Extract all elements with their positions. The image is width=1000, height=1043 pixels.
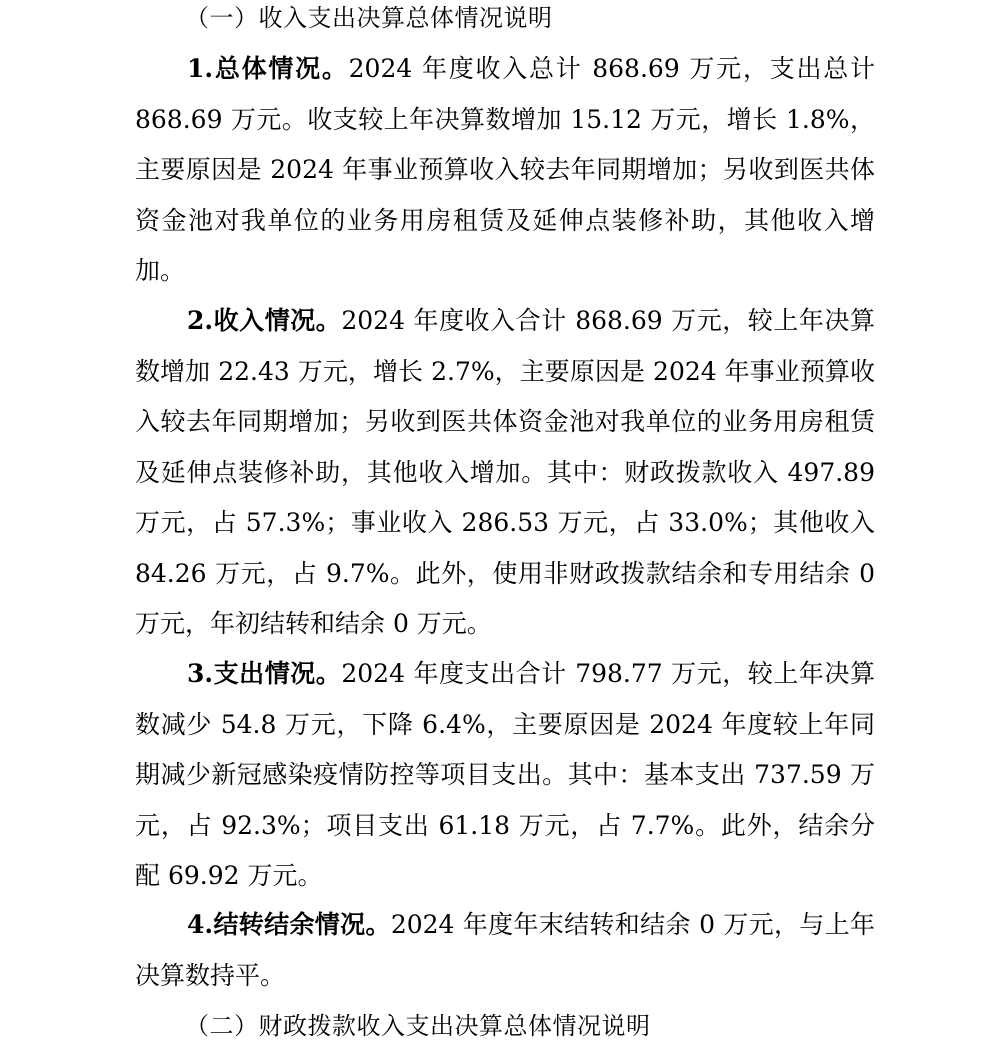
paragraph-text: 2024 年度支出合计 798.77 万元，较上年决算数减少 54.8 万元，下降 6.4%，主要原因是 2024 年度较上年同期减少新冠感染疫情防控等项目支出。其中：基本支出 737.59 万元，占 92.3%；项目支出 61.18 万元，占 7.7%。此外，结余分配 69.92 万元。 (135, 659, 875, 890)
paragraph-lead: 3.支出情况。 (187, 659, 342, 688)
paragraph-overall-situation (135, 44, 875, 297)
section-heading-income-expenditure-overview: （一）收入支出决算总体情况说明 (185, 4, 553, 32)
paragraph-carryover-balance (135, 900, 875, 1001)
paragraph-income-situation (135, 296, 875, 650)
paragraph-expenditure-situation (135, 649, 875, 902)
paragraph-text: 2024 年度收入总计 868.69 万元，支出总计 868.69 万元。收支较上年决算数增加 15.12 万元，增长 1.8%，主要原因是 2024 年事业预算收入较去年同期增加；另收到医共体资金池对我单位的业务用房租赁及延伸点装修补助，其他收入增加。 (135, 54, 875, 285)
paragraph-lead: 4.结转结余情况。 (187, 910, 391, 939)
paragraph-lead: 2.收入情况。 (187, 306, 342, 335)
section-heading-fiscal-appropriation-overview: （二）财政拨款收入支出决算总体情况说明 (185, 1012, 651, 1040)
paragraph-text: 2024 年度年末结转和结余 0 万元，与上年决算数持平。 (135, 910, 875, 990)
paragraph-lead: 1.总体情况。 (187, 54, 349, 83)
paragraph-text: 2024 年度收入合计 868.69 万元，较上年决算数增加 22.43 万元，增长 2.7%，主要原因是 2024 年事业预算收入较去年同期增加；另收到医共体资金池对我单位的业务用房租赁及延伸点装修补助，其他收入增加。其中：财政拨款收入 497.89 万元，占 57.3%；事业收入 286.53 万元，占 33.0%；其他收入 84.26 万元，占 9.7%。此外，使用非财政拨款结余和专用结余 0 万元，年初结转和结余 0 万元。 (135, 306, 875, 638)
